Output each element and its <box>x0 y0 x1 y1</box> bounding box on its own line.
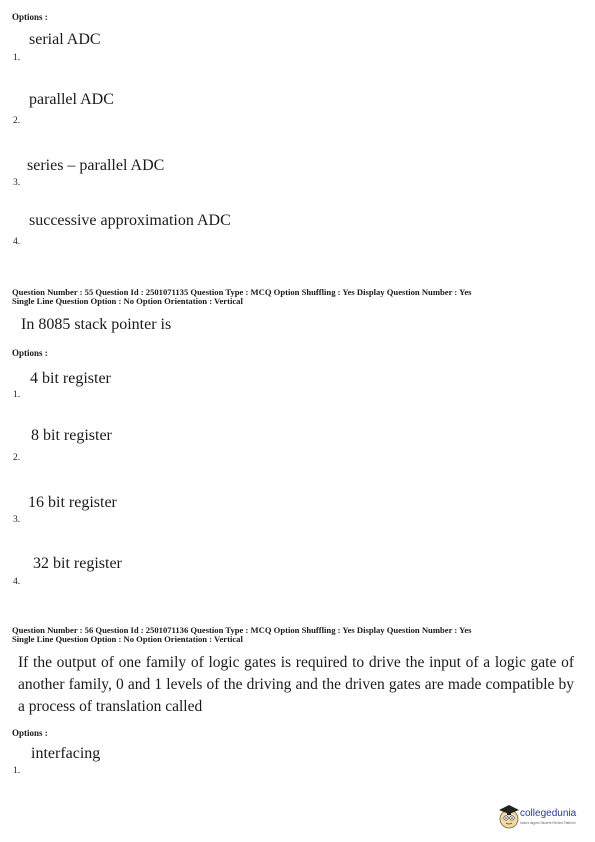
option-number-3: 3. <box>13 178 21 188</box>
question-text: If the output of one family of logic gates is required to drive the input of a logic gate of another family, 0 and 1 levels of the driving and the driven gates are made compatible by a process of translation called <box>18 654 574 715</box>
option-number-2: 2. <box>13 453 21 463</box>
option-text-1: serial ADC <box>29 31 101 48</box>
option-number-3: 3. <box>13 515 21 525</box>
logo-tagline: India's largest Student Review Platform <box>520 821 576 825</box>
question-meta-line1: Question Number : 56 Question Id : 2501071136 Question Type : MCQ Option Shuffling : Yes Display Question Number : Yes <box>12 625 472 635</box>
question-meta-line2: Single Line Question Option : No Option Orientation : Vertical <box>12 296 243 306</box>
options-label: Options : <box>12 728 48 738</box>
graduation-cap-mascot-icon <box>498 804 520 830</box>
option-number-4: 4. <box>13 237 21 247</box>
options-label: Options : <box>12 348 48 358</box>
option-number-1: 1. <box>13 53 21 63</box>
option-text-2: 8 bit register <box>31 427 112 444</box>
option-text-4: 32 bit register <box>33 555 122 572</box>
logo-name: collegedunia <box>520 808 577 819</box>
question-text: In 8085 stack pointer is <box>21 316 172 333</box>
option-text-2: parallel ADC <box>29 91 114 108</box>
option-text-1: 4 bit register <box>30 370 111 387</box>
option-text-1: interfacing <box>31 745 101 762</box>
option-text-3: 16 bit register <box>28 494 117 511</box>
option-text-3: series – parallel ADC <box>27 157 165 174</box>
option-number-2: 2. <box>13 116 21 126</box>
option-number-4: 4. <box>13 577 21 587</box>
question-meta-line2: Single Line Question Option : No Option Orientation : Vertical <box>12 634 243 644</box>
collegedunia-logo <box>498 802 592 834</box>
options-label: Options : <box>12 12 48 22</box>
question-meta-line1: Question Number : 55 Question Id : 2501071135 Question Type : MCQ Option Shuffling : Yes Display Question Number : Yes <box>12 287 472 297</box>
option-text-4: successive approximation ADC <box>29 212 231 229</box>
option-number-1: 1. <box>13 766 21 776</box>
option-number-1: 1. <box>13 390 21 400</box>
